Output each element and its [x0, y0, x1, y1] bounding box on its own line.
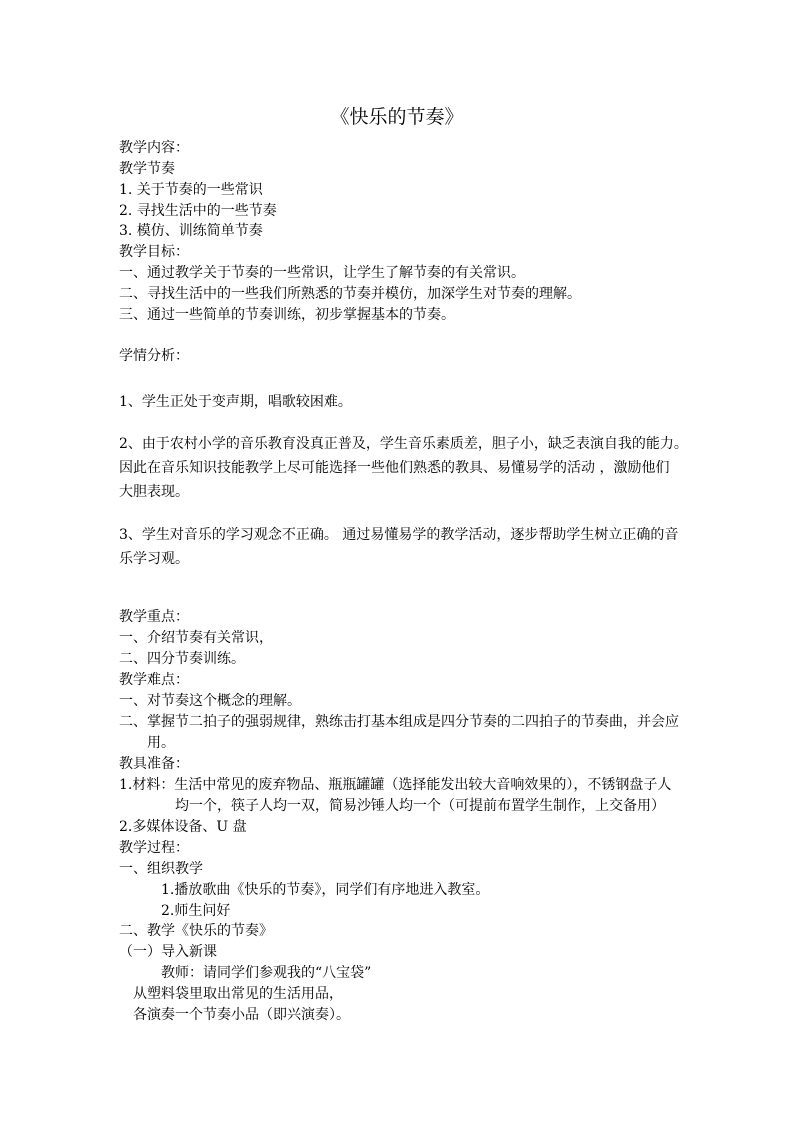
goal-item: 三、通过一些简单的节奏训练，初步掌握基本的节奏。	[119, 307, 455, 323]
analysis-line: 2、由于农村小学的音乐教育没真正普及，学生音乐素质差，胆子小，缺乏表演自我的能力。	[119, 436, 688, 452]
content-item: 1. 关于节奏的一些常识	[119, 182, 263, 198]
difficulty-point-continuation: 用。	[147, 735, 175, 751]
analysis-point-3	[119, 523, 679, 571]
process-heading: 教学过程：	[119, 840, 189, 856]
difficulty-point: 二、掌握节二拍子的强弱规律，熟练击打基本组成是四分节奏的二四拍子的节奏曲，并会应	[119, 714, 679, 730]
process-substep: 2.师生问好	[161, 903, 231, 919]
tools-heading: 教具准备：	[119, 756, 189, 772]
analysis-point-2	[119, 432, 688, 504]
goals-heading: 教学目标：	[119, 244, 189, 260]
tools-item-continuation: 均一个，筷子人均一双，简易沙锤人均一个（可提前布置学生制作，上交备用）	[175, 798, 665, 814]
analysis-line: 3、学生对音乐的学习观念不正确。 通过易懂易学的教学活动，逐步帮助学生树立正确的音	[119, 527, 679, 543]
goal-item: 二、寻找生活中的一些我们所熟悉的节奏并模仿，加深学生对节奏的理解。	[119, 286, 581, 302]
process-step: 一、组织教学	[119, 861, 203, 877]
analysis-line: 乐学习观。	[119, 551, 189, 567]
content-heading: 教学内容：	[119, 140, 189, 156]
tools-item: 1.材料：生活中常见的废弃物品、瓶瓶罐罐（选择能发出较大音响效果的），不锈钢盘子人	[119, 777, 672, 793]
analysis-line: 因此在音乐知识技能教学上尽可能选择一些他们熟悉的教具、易懂易学的活动 ，激励他们	[119, 460, 670, 476]
content-subheading: 教学节奏	[119, 161, 175, 177]
key-point: 一、介绍节奏有关常识，	[119, 630, 273, 646]
analysis-heading: 学情分析：	[119, 348, 189, 364]
analysis-line: 1、学生正处于变声期，唱歌较困难。	[119, 394, 352, 410]
process-substep: 1.播放歌曲《快乐的节奏》，同学们有序地进入教室。	[161, 882, 490, 898]
analysis-line: 大胆表现。	[119, 484, 189, 500]
content-item: 3. 模仿、训练简单节奏	[119, 223, 263, 239]
content-item: 2. 寻找生活中的一些节奏	[119, 203, 277, 219]
analysis-point-1	[119, 390, 679, 414]
process-detail: 各演奏一个节奏小品（即兴演奏）。	[133, 1007, 350, 1023]
tools-item: 2.多媒体设备、U 盘	[119, 819, 247, 835]
goal-item: 一、通过教学关于节奏的一些常识，让学生了解节奏的有关常识。	[119, 265, 525, 281]
document-title: 《快乐的节奏》	[330, 106, 464, 128]
key-heading: 教学重点：	[119, 609, 189, 625]
process-detail: 教师：请同学们参观我的“八宝袋”	[161, 965, 372, 981]
process-step: 二、教学《快乐的节奏》	[119, 923, 273, 939]
process-detail: 从塑料袋里取出常见的生活用品，	[133, 986, 343, 1002]
key-point: 二、四分节奏训练。	[119, 651, 245, 667]
difficulty-heading: 教学难点：	[119, 672, 189, 688]
difficulty-point: 一、对节奏这个概念的理解。	[119, 693, 301, 709]
process-substep: （一）导入新课	[119, 944, 217, 960]
